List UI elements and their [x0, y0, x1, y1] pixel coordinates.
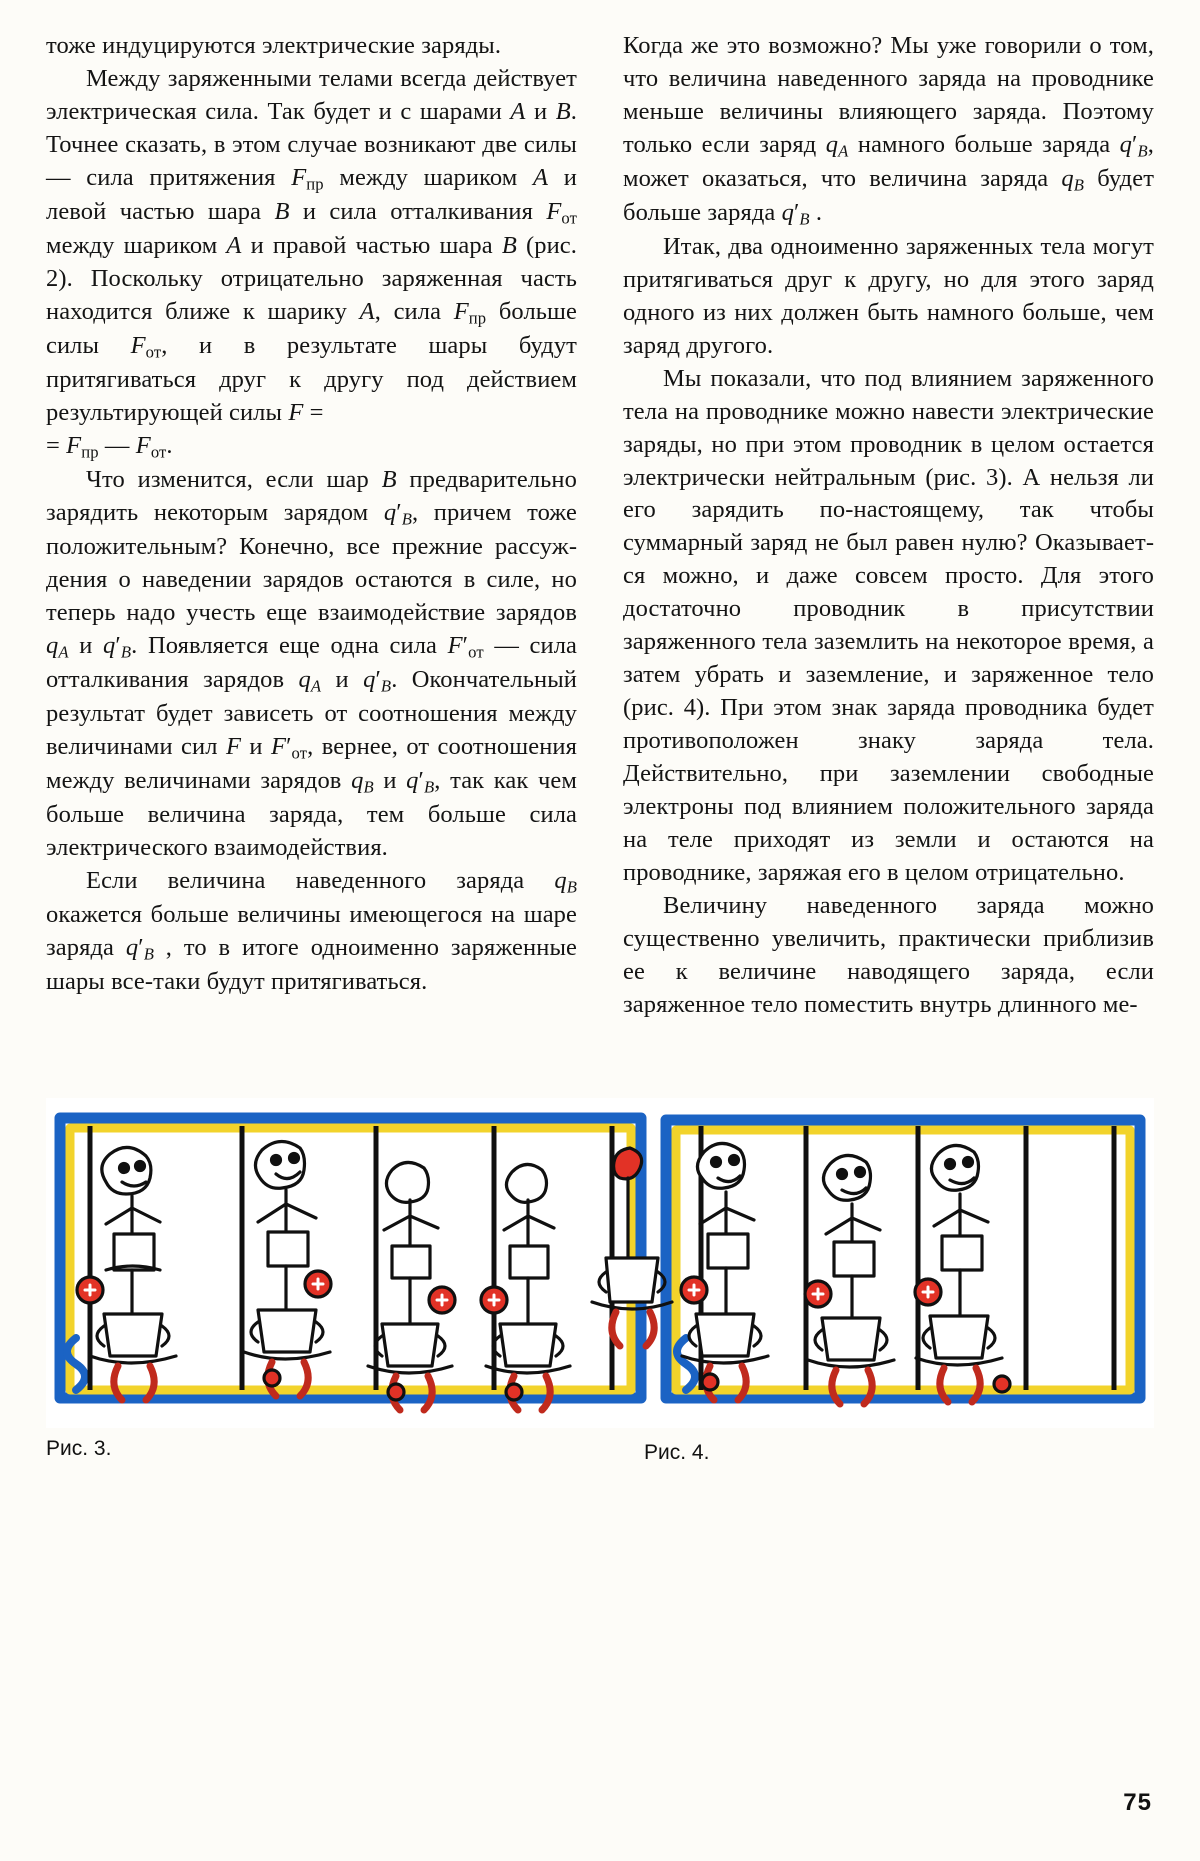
paragraph-r1: Когда же это возможно? Мы уже говорили о том, что величина наведенного заряда на проводнике меньше величины влияющего заряда. Поэтому только если заряд $q_A$ намного больше заряда $q'_B$, может оказаться, что величина заряда $q_B$ будет больше заряда $q'_B$ . [623, 32, 1154, 229]
right-column [623, 30, 1154, 1021]
cartoon-figure-svg [46, 1098, 1154, 1428]
page-number: 75 [1123, 1789, 1152, 1816]
figure-canvas [46, 1098, 1154, 1428]
paragraph-l3: Что изменится, если шар B предварительно зарядить некоторым зарядом $q'_B$, причем тоже положительным? Конечно, все прежние рассуждения о наведении зарядов остаются в силе, но теперь надо учесть еще взаимодействие зарядов $q_A$ и $q'_B$. Появляется еще одна сила $F'_{от}$ — сила отталкивания зарядов $q_A$ и $q'_B$. Окончательный результат будет зависеть от соотношения между величинами сил F и $F'_{от}$, вернее, от соотношения между величинами зарядов $q_B$ и $q'_B$, так как чем больше величина заряда, тем больше сила электрического взаимодействия. [46, 465, 578, 861]
paragraph-l2: Между заряженными телами всегда действует электрическая сила. Так будет и с шарами A и B. Точнее сказать, в этом случае возникают две силы — сила притяжения $F_{пр}$ между шариком A и левой частью шара B и сила отталкивания $F_{от}$ между шариком A и правой частью шара B (рис. 2). Поскольку отрицательно заряженная часть находится ближе к шарику A, сила $F_{пр}$ больше силы $F_{от}$, и в результате шары будут притягиваться друг к другу под действием результирующей силы F = = $F_{пр}$ — $F_{от}$. [46, 64, 577, 462]
paragraph-r2: Итак, два одноименно заряженных тела могут притягиваться друг к другу, но для этого заряд одного из них должен быть намного больше, чем заряд другого. [623, 232, 1154, 359]
text-columns [46, 30, 1154, 1021]
paragraph-l1: тоже индуцируются электрические заряды. [46, 32, 502, 59]
caption-fig3: Рис. 3. [46, 1437, 112, 1460]
paragraph-r3: Мы показали, что под влиянием заряженного тела на проводнике можно навести электрические заряды, но при этом проводник в целом остается электрически нейтральным (рис. 3). А нельзя ли его зарядить по-настоящему, так чтобы суммарный заряд не был равен нулю? Оказывается можно, и даже совсем просто. Для этого достаточно проводник в присутствии заряженного тела заземлить на некоторое время, а затем убрать и заземление, и заряженное тело (рис. 4). При этом знак заряда проводника будет противоположен знаку заряда тела. Действительно, при заземлении свободные электроны под влиянием положительного заряда на теле приходят из земли и остаются на проводнике, заряжая его в целом отрицательно. [623, 364, 1154, 886]
paragraph-l4: Если величина наведенного заряда $q_B$ окажется больше величины имеющегося на шаре заряда $q'_B$ , то в итоге одноименно заряженные шары все-таки будут притягиваться. [46, 866, 577, 995]
caption-fig4: Рис. 4. [644, 1441, 710, 1464]
paragraph-r4: Величину наведенного заряда можно существенно увеличить, практически приблизив ее к величине наводящего заряда, если заряженное тело поместить внутрь длинного ме- [623, 891, 1154, 1018]
left-column [46, 30, 577, 1021]
figure-captions [46, 1437, 1154, 1467]
figure-illustration [46, 1098, 1154, 1428]
